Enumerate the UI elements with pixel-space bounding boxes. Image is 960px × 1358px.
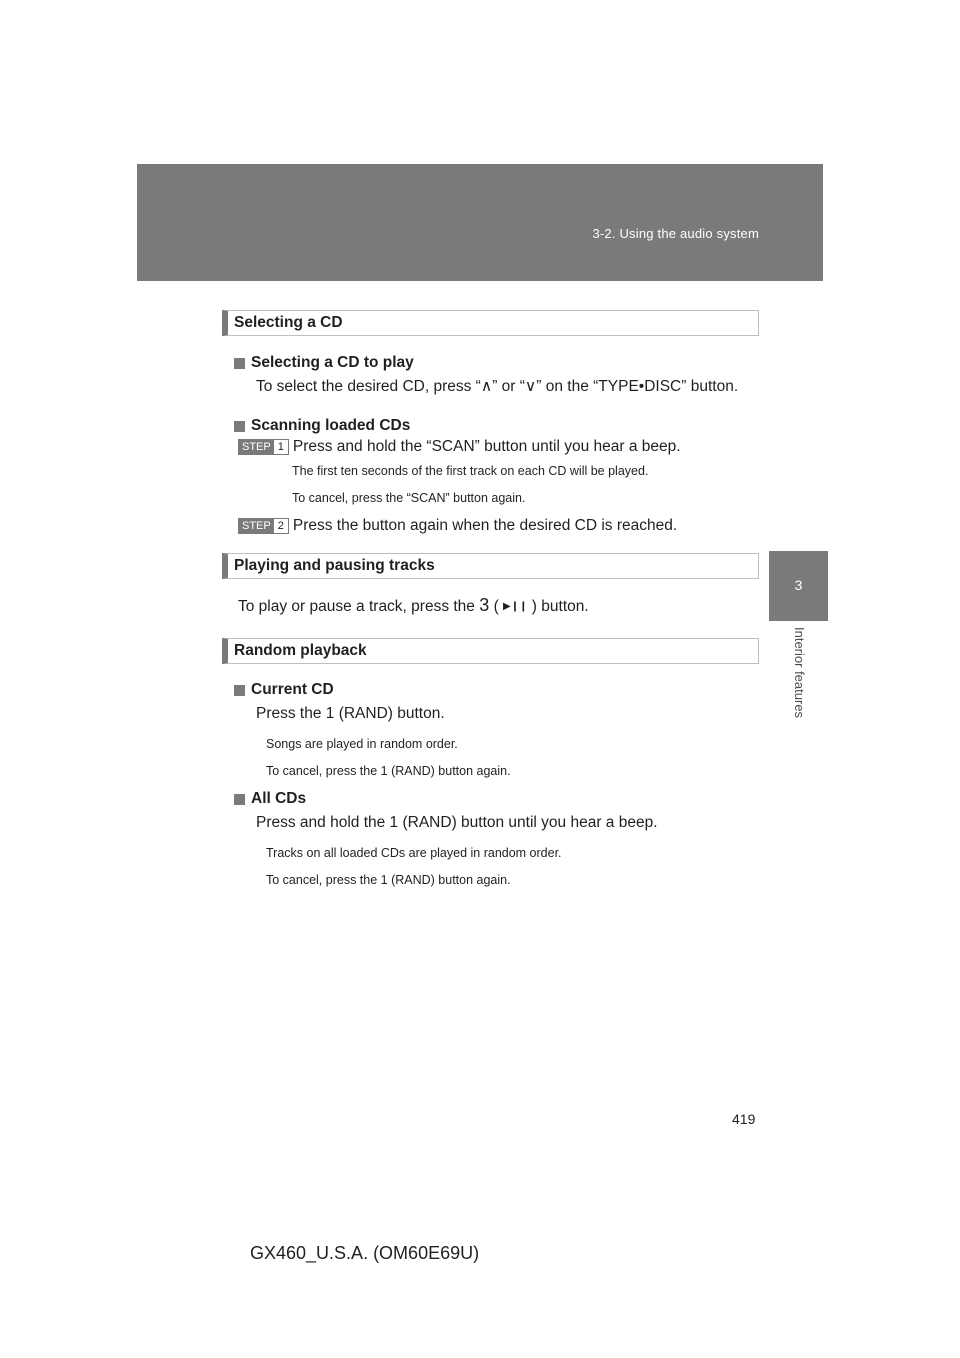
page-content [222,310,759,889]
instruction-current-cd: Press the 1 (RAND) button. [256,705,445,722]
chapter-tab: 3 [769,551,828,621]
section-title: 3-2. Using the audio system [592,226,759,241]
section-heading-selecting: Selecting a CD [222,310,759,336]
instruction-select-cd: To select the desired CD, press “∧” or “∨” on the “TYPE•DISC” button. [256,378,739,395]
subheading-current-cd: Current CD [234,681,759,699]
footer-code: GX460_U.S.A. (OM60E69U) [250,1243,480,1263]
bullet-square-icon [234,421,245,432]
step-badge: STEP 1 [238,439,289,455]
step-1: STEP 1 Press and hold the “SCAN” button until you hear a beep. [238,438,759,456]
page-number: 419 [732,1111,756,1127]
step-badge: STEP 2 [238,518,289,534]
current-cd-note: Songs are played in random order. [266,737,458,751]
section-heading-playing: Playing and pausing tracks [222,553,759,579]
play-pause-icon: ▶❙❙ [503,600,528,612]
step-1-note: The first ten seconds of the first track on each CD will be played. [292,464,649,478]
instruction-play-pause: To play or pause a track, press the 3 ( ▶❙❙ ) button. [238,593,759,619]
bullet-square-icon [234,358,245,369]
current-cd-cancel-note: To cancel, press the 1 (RAND) button again. [266,764,511,778]
subheading-scanning: Scanning loaded CDs [234,417,759,435]
all-cds-note: Tracks on all loaded CDs are played in random order. [266,846,562,860]
header-band [137,164,823,281]
up-arrow-icon: ∧ [480,378,493,395]
all-cds-cancel-note: To cancel, press the 1 (RAND) button again. [266,873,511,887]
step-2: STEP 2 Press the button again when the desired CD is reached. [238,517,759,535]
subheading-selecting-cd: Selecting a CD to play [234,354,759,372]
bullet-square-icon [234,794,245,805]
section-heading-random: Random playback [222,638,759,664]
instruction-all-cds: Press and hold the 1 (RAND) button until you hear a beep. [256,814,658,831]
step-1-cancel-note: To cancel, press the “SCAN” button again. [292,491,526,505]
bullet-square-icon [234,685,245,696]
chapter-label: Interior features [792,627,807,719]
subheading-all-cds: All CDs [234,790,759,808]
down-arrow-icon: ∨ [524,378,537,395]
